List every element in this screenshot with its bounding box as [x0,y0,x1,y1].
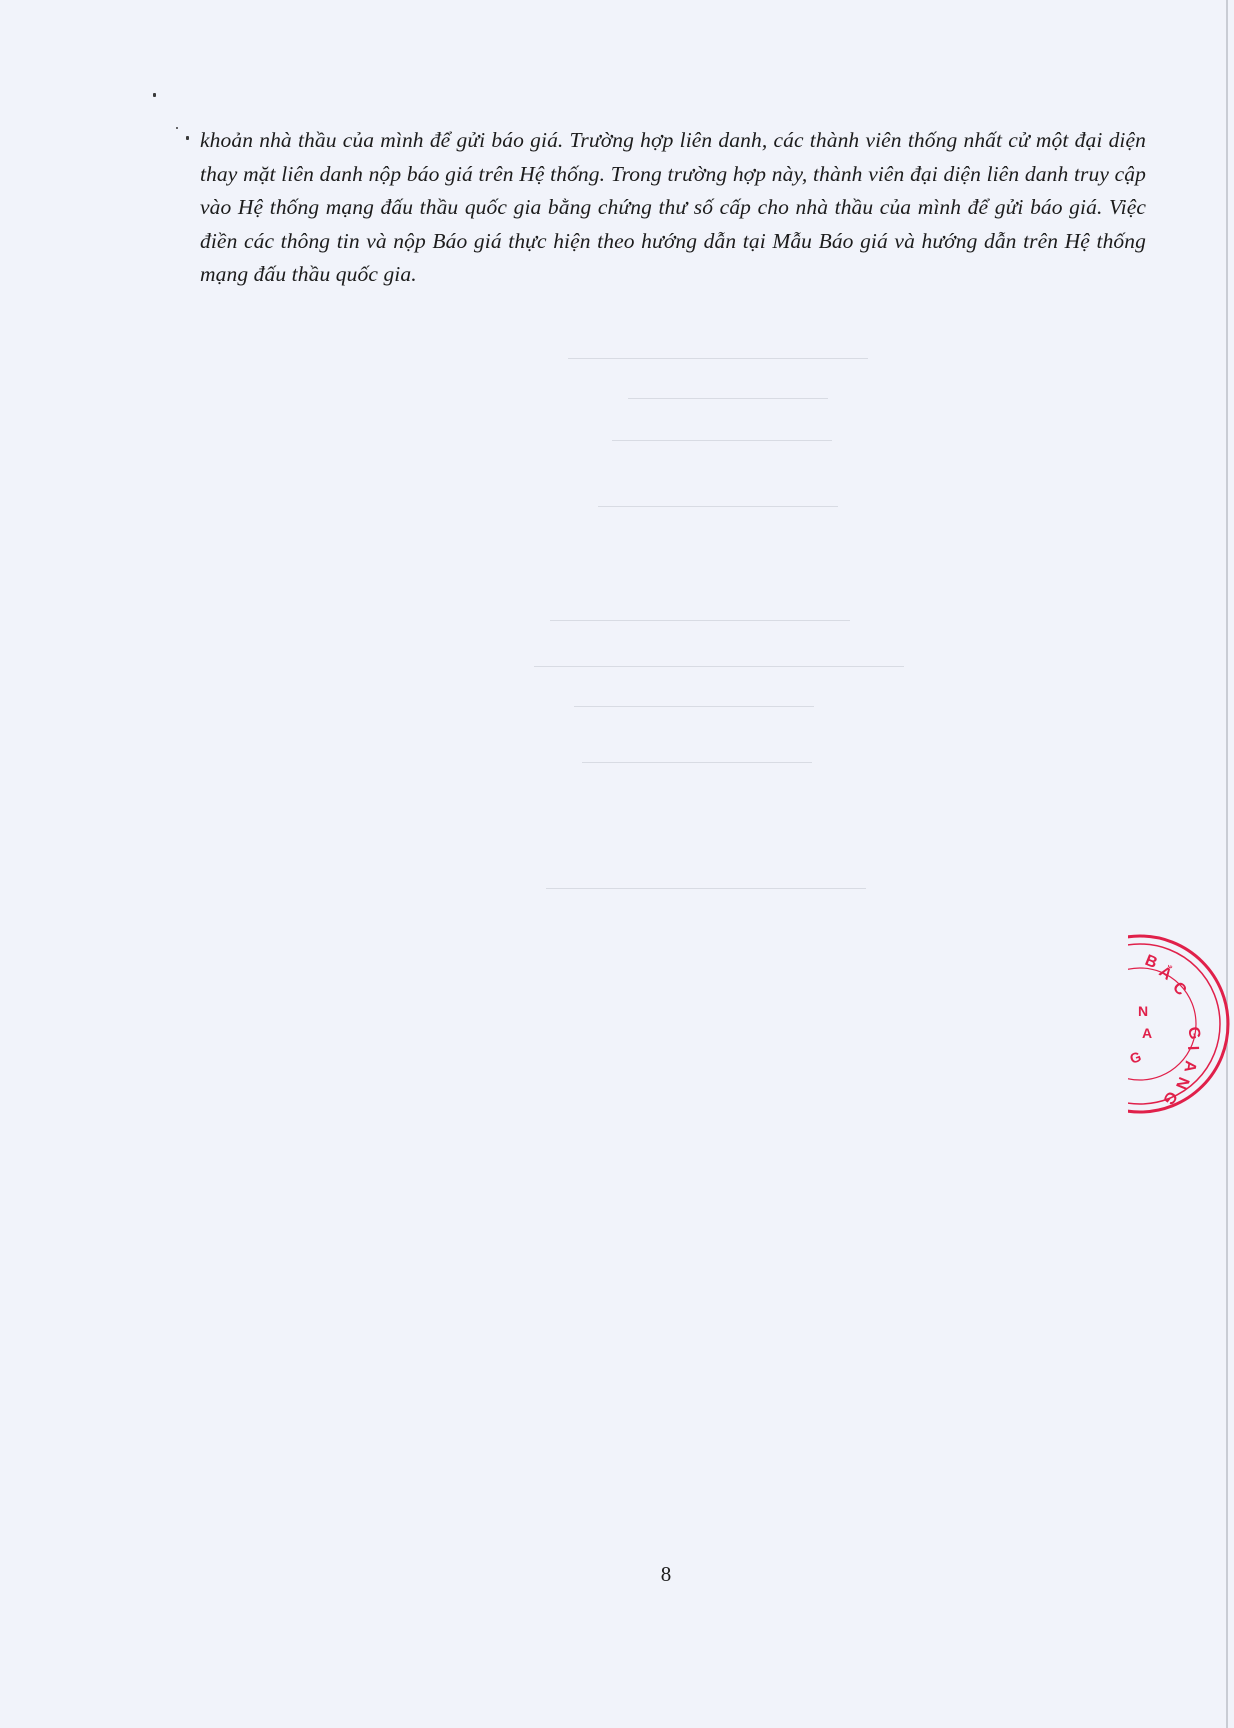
svg-text:G: G [1128,1048,1144,1067]
bleed-through-line [628,398,828,399]
bleed-through-line [574,706,814,707]
svg-text:I: I [1184,1045,1202,1051]
bleed-through-line [568,358,868,359]
svg-text:G: G [1184,1025,1204,1042]
svg-text:N: N [1171,1074,1193,1092]
red-seal-stamp [1128,934,1234,1114]
svg-text:C: C [1169,978,1190,1000]
svg-text:B: B [1142,951,1160,973]
bleed-through-line [598,506,838,507]
scan-edge [1226,0,1228,1728]
page-number: 8 [660,1562,672,1586]
seal-graphic [1128,934,1234,1114]
bleed-through-line [546,888,866,889]
bleed-through-line [534,666,904,667]
svg-text:A: A [1180,1059,1199,1074]
svg-text:N: N [1138,1003,1149,1019]
svg-text:G: G [1159,1087,1181,1108]
scan-speck [186,136,189,140]
bleed-through-line [612,440,832,441]
bleed-through-line [582,762,812,763]
scan-speck [153,93,156,97]
body-paragraph: khoản nhà thầu của mình để gửi báo giá. Trường hợp liên danh, các thành viên thống nhất cử một đại diện thay mặt liên danh nộp báo giá trên Hệ thống. Trong trường hợp này, thành viên đại diện liên danh truy cập vào Hệ thống mạng đấu thầu quốc gia bằng chứng thư số cấp cho nhà thầu của mình để gửi báo giá. Việc điền các thông tin và nộp Báo giá thực hiện theo hướng dẫn tại Mẫu Báo giá và hướng dẫn trên Hệ thống mạng đấu thầu quốc gia. [200,128,1146,286]
scan-speck [176,127,178,129]
svg-text:Ắ: Ắ [1155,963,1175,984]
bleed-through-line [550,620,850,621]
svg-text:A: A [1142,1025,1153,1041]
